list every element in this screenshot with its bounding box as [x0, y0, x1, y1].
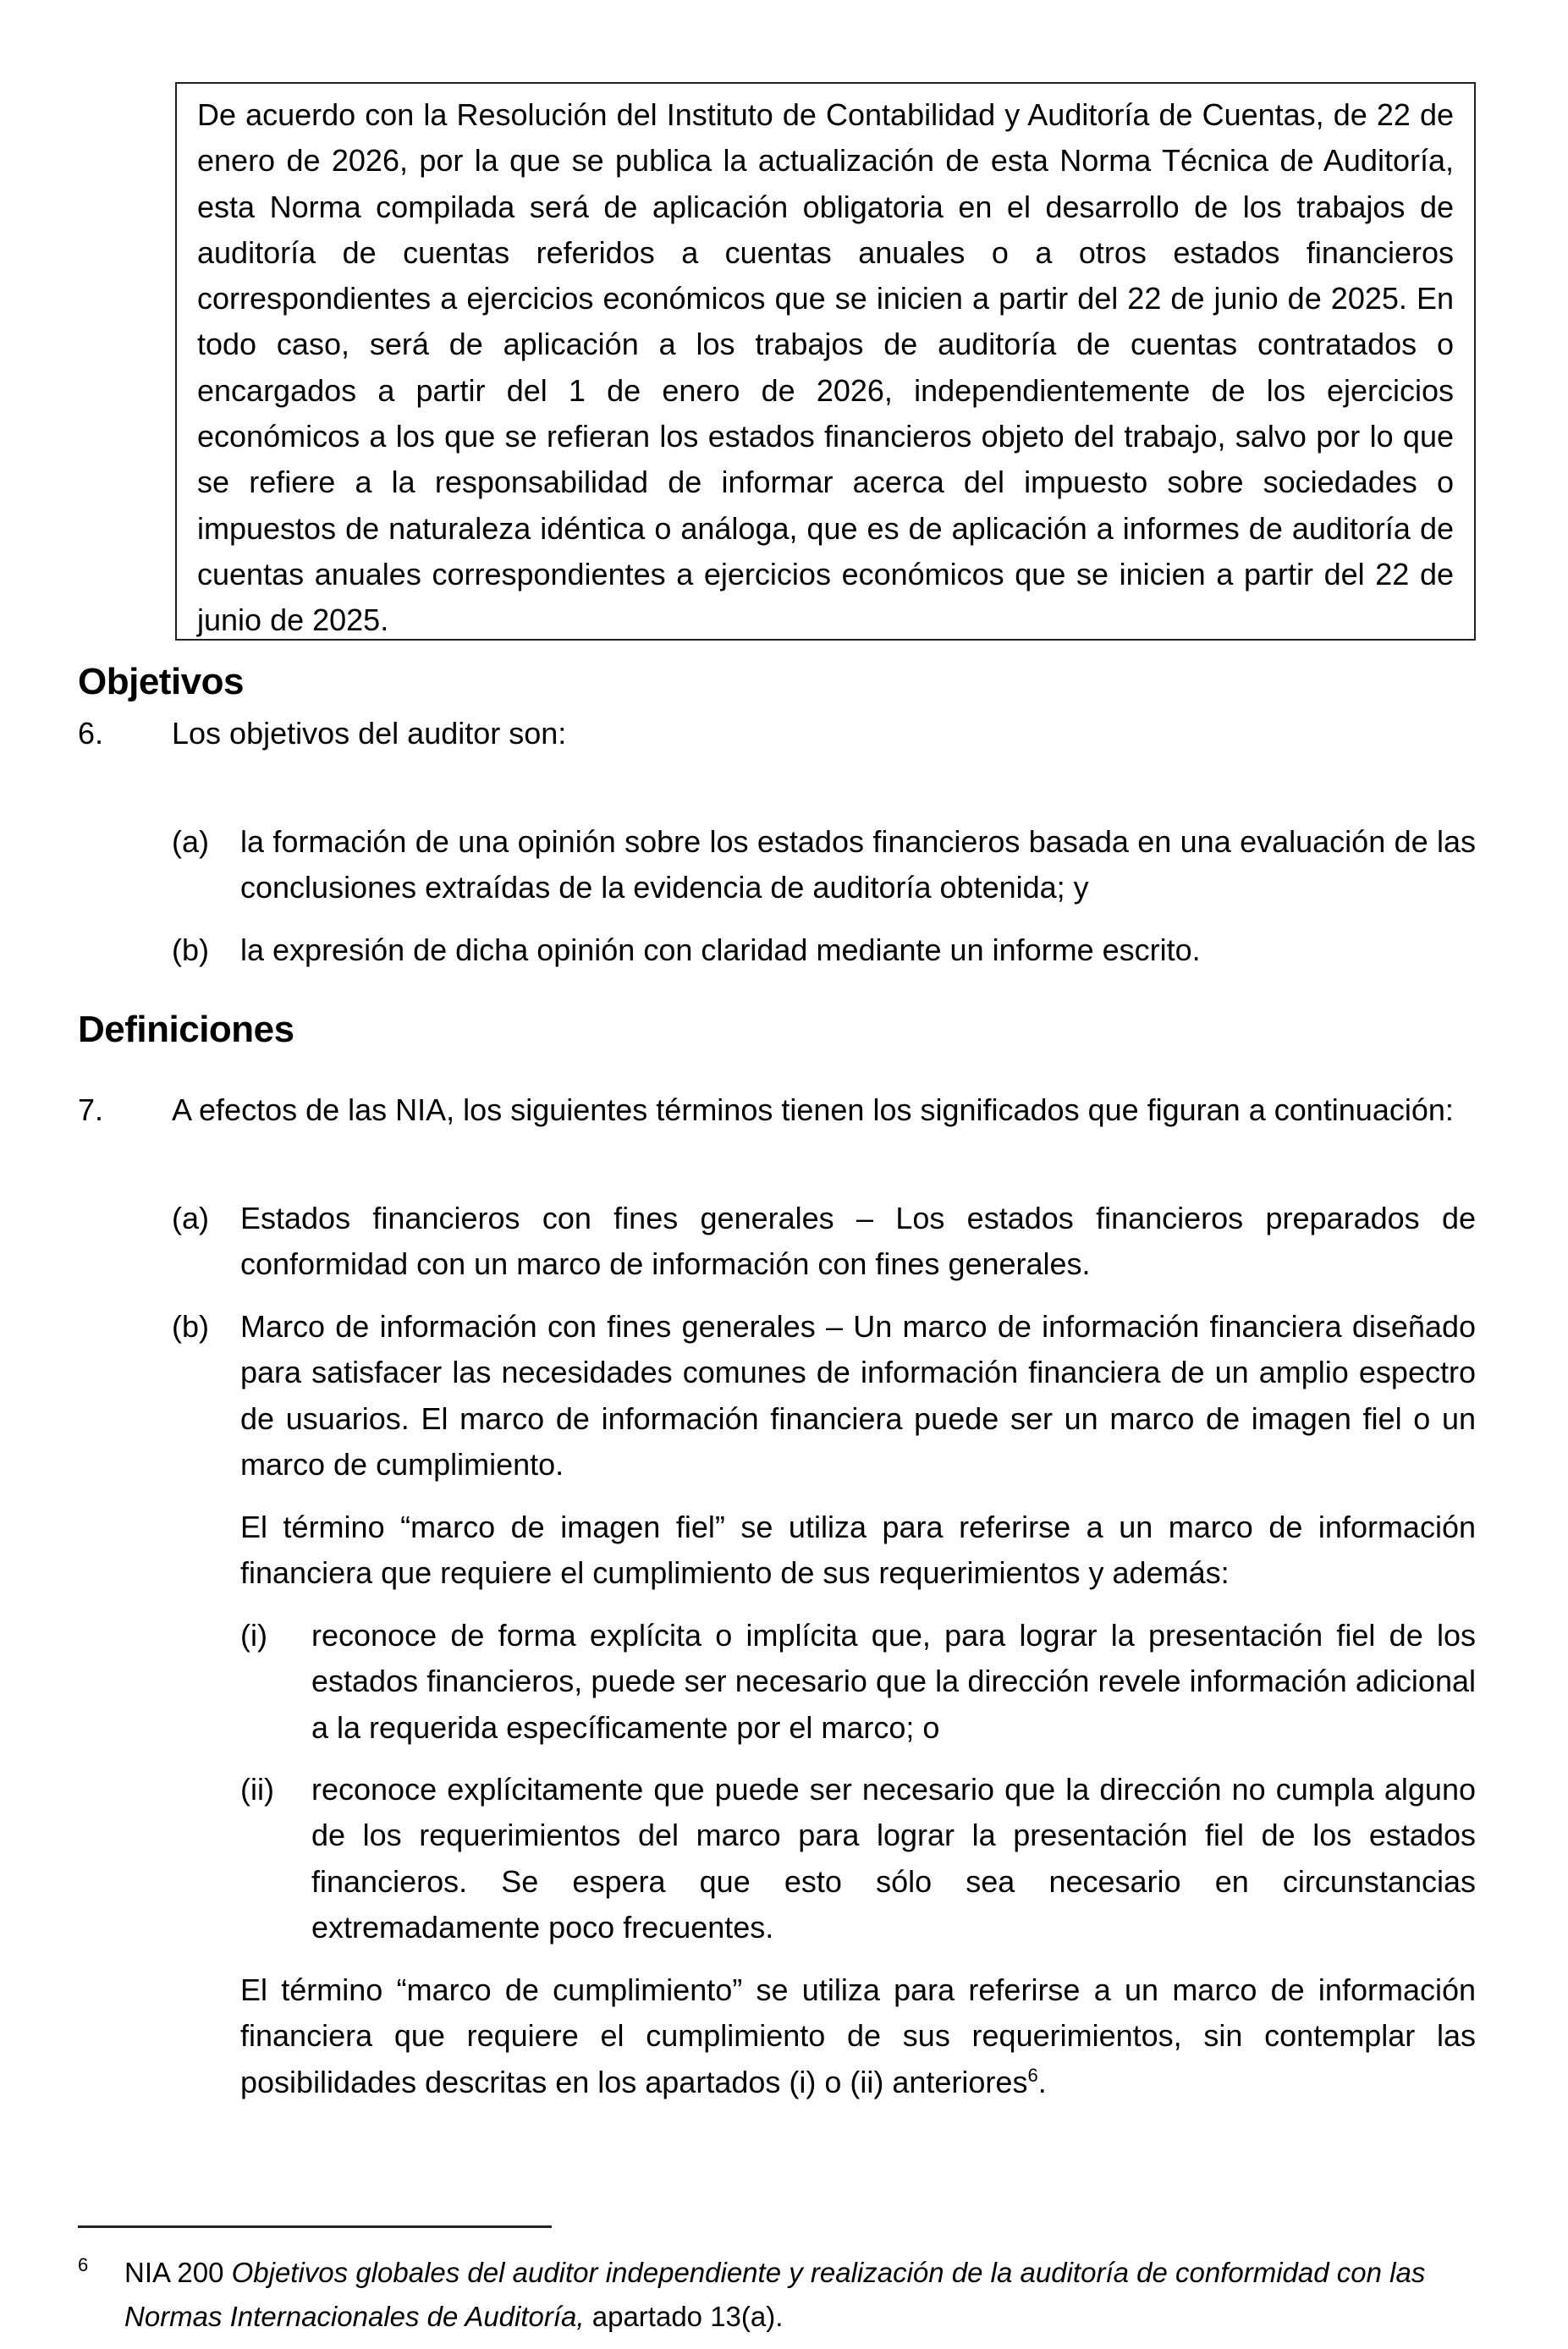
marco-cumplimiento-end: .	[1037, 2064, 1047, 2099]
definicion-b-text: Marco de información con fines generales – Un marco de información financiera diseñado para satisfacer las necesidades comunes de información financiera de un amplio espectro de usuarios. El marco de información financiera puede ser un marco de imagen fiel o un marco de cumplimiento.	[240, 1309, 1476, 1482]
subitem-i-label: (i)	[240, 1618, 267, 1653]
application-notice-box	[175, 82, 1476, 641]
subitem-ii-label: (ii)	[240, 1772, 274, 1807]
marco-imagen-fiel-intro: El término “marco de imagen fiel” se utiliza para referirse a un marco de información financiera que requiere el cumplimiento de sus requerimientos y además:	[240, 1510, 1476, 1591]
subitem-ii-text: reconoce explícitamente que puede ser necesario que la dirección no cumpla alguno de los requerimientos del marco para lograr la presentación fiel de los estados financieros. Se espera que esto sólo sea necesario en circunstancias extremadamente poco frecuentes.	[311, 1772, 1476, 1945]
marco-cumplimiento-text	[240, 1967, 1476, 2105]
paragraph-number-7: 7.	[78, 1092, 104, 1127]
marco-cumplimiento-body: El término “marco de cumplimiento” se utiliza para referirse a un marco de información financiera que requiere el cumplimiento de sus requerimientos, sin contemplar las posibilidades descritas en los apartados (i) o (ii) anteriores	[240, 1972, 1476, 2099]
definiciones-intro: A efectos de las NIA, los siguientes términos tienen los significados que figuran a continuación:	[172, 1092, 1454, 1127]
footnote-suffix: apartado 13(a).	[584, 2301, 784, 2332]
footnote-title: Objetivos globales del auditor independiente y realización de la auditoría de conformidad con las Normas Internacionales de Auditoría,	[124, 2257, 1426, 2332]
heading-definiciones: Definiciones	[78, 1009, 294, 1050]
definicion-a-label: (a)	[172, 1201, 209, 1235]
footnote-separator	[78, 2225, 552, 2228]
objetivo-b-label: (b)	[172, 932, 209, 967]
objetivos-intro: Los objetivos del auditor son:	[172, 716, 567, 751]
heading-objetivos: Objetivos	[78, 661, 244, 702]
objetivo-a-text: la formación de una opinión sobre los estados financieros basada en una evaluación de las conclusiones extraídas de la evidencia de auditoría obtenida; y	[240, 824, 1476, 905]
definicion-a-text: Estados financieros con fines generales – Los estados financieros preparados de conformidad con un marco de información con fines generales.	[240, 1201, 1476, 1282]
objetivo-a-label: (a)	[172, 824, 209, 859]
footnote-reference-6[interactable]: 6	[1027, 2064, 1038, 2086]
footnote-text	[124, 2251, 1478, 2339]
subitem-i-text: reconoce de forma explícita o implícita que, para lograr la presentación fiel de los estados financieros, puede ser necesario que la dirección revele información adicional a la requerida específicamente por el marco; o	[311, 1618, 1476, 1745]
objetivo-b-text: la expresión de dicha opinión con claridad mediante un informe escrito.	[240, 932, 1201, 967]
application-notice-text: De acuerdo con la Resolución del Instituto de Contabilidad y Auditoría de Cuentas, de 22 de enero de 2026, por la que se publica la actualización de esta Norma Técnica de Auditoría, esta Norma compilada será de aplicación obligatoria en el desarrollo de los trabajos de auditoría de cuentas referidos a cuentas anuales o a otros estados financieros correspondientes a ejercicios económicos que se inicien a partir del 22 de junio de 2025. En todo caso, será de aplicación a los trabajos de auditoría de cuentas contratados o encargados a partir del 1 de enero de 2026, independientemente de los ejercicios económicos a los que se refieran los estados financieros objeto del trabajo, salvo por lo que se refiere a la responsabilidad de informar acerca del impuesto sobre sociedades o impuestos de naturaleza idéntica o análoga, que es de aplicación a informes de auditoría de cuentas anuales correspondientes a ejercicios económicos que se inicien a partir del 22 de junio de 2025.	[197, 97, 1454, 638]
paragraph-number-6: 6.	[78, 716, 104, 751]
footnote-prefix: NIA 200	[124, 2257, 232, 2288]
footnote-number: 6	[78, 2254, 89, 2275]
definicion-b-label: (b)	[172, 1309, 209, 1344]
